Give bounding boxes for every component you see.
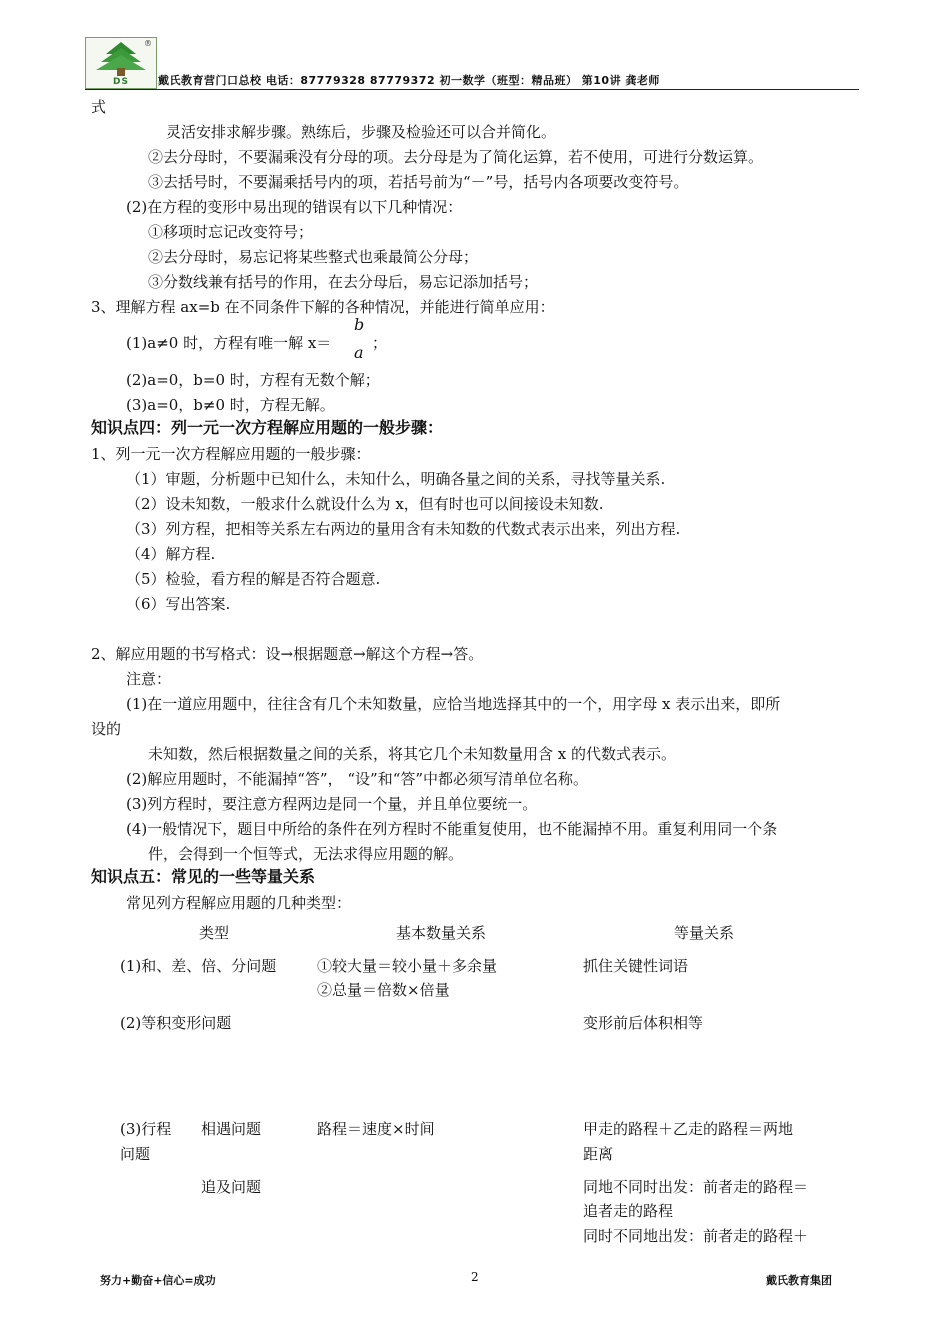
text-line: (3)列方程时，要注意方程两边是同一个量，并且单位要统一。 <box>126 795 538 813</box>
table-cell: 变形前后体积相等 <box>583 1014 704 1032</box>
text-line: （4）解方程. <box>126 545 216 563</box>
text-line: ②去分母时，易忘记将某些整式也乘最简公分母； <box>148 248 479 266</box>
text-line: 1、列一元一次方程解应用题的一般步骤： <box>91 445 371 463</box>
text-line: ①移项时忘记改变符号； <box>148 223 314 241</box>
table-header: 类型 <box>199 924 230 942</box>
table-cell: 追及问题 <box>201 1178 262 1196</box>
table-cell: 甲走的路程＋乙走的路程＝两地 <box>583 1120 794 1138</box>
text-line: （3）列方程，把相等关系左右两边的量用含有未知数的代数式表示出来，列出方程. <box>126 520 681 538</box>
text-line: 3、理解方程 ax=b 在不同条件下解的各种情况，并能进行简单应用： <box>91 298 555 316</box>
logo-text: DS <box>113 77 129 87</box>
table-cell: (1)和、差、倍、分问题 <box>120 957 277 975</box>
table-cell: (3)行程 <box>120 1120 172 1138</box>
registered-mark: ® <box>144 39 152 48</box>
text-line: ②去分母时，不要漏乘没有分母的项。去分母是为了简化运算，若不使用，可进行分数运算。 <box>148 148 764 166</box>
page-number: 2 <box>471 1270 479 1284</box>
footer-company: 戴氏教育集团 <box>766 1274 832 1287</box>
table-cell: 问题 <box>120 1145 151 1163</box>
footer-motto: 努力+勤奋+信心=成功 <box>100 1274 216 1287</box>
text-line: 注意： <box>126 670 172 688</box>
school-logo <box>85 37 157 89</box>
section-heading: 知识点五：常见的一些等量关系 <box>91 867 316 886</box>
page-header: 戴氏教育营门口总校 电话：87779328 87779372 初一数学（班型：精品班） 第10讲 龚老师 <box>158 74 660 87</box>
text-line: 未知数，然后根据数量之间的关系，将其它几个未知数量用含 x 的代数式表示。 <box>148 745 676 763</box>
fraction-denominator: a <box>354 343 364 362</box>
text-line: 设的 <box>91 720 122 738</box>
table-cell: ①较大量＝较小量＋多余量 <box>317 957 498 975</box>
text-line: (1)在一道应用题中，往往含有几个未知数量，应恰当地选择其中的一个，用字母 x 表示出来，即所 <box>126 695 781 713</box>
table-cell: 同时不同地出发：前者走的路程＋ <box>583 1227 809 1245</box>
text-line: (2)a=0，b=0 时，方程有无数个解； <box>126 371 380 389</box>
text-line: （5）检验，看方程的解是否符合题意. <box>126 570 381 588</box>
text-line: (1)a≠0 时，方程有唯一解 x＝ <box>126 334 332 352</box>
table-cell: ②总量＝倍数×倍量 <box>317 981 450 999</box>
table-header: 等量关系 <box>674 924 735 942</box>
text-line: 常见列方程解应用题的几种类型： <box>126 894 352 912</box>
text-line: 式 <box>91 98 107 116</box>
text-line: 件，会得到一个恒等式，无法求得应用题的解。 <box>148 845 464 863</box>
table-cell: 抓住关键性词语 <box>583 957 689 975</box>
table-cell: 路程＝速度×时间 <box>317 1120 435 1138</box>
text-line: (2)在方程的变形中易出现的错误有以下几种情况： <box>126 198 463 216</box>
table-cell: 同地不同时出发：前者走的路程＝ <box>583 1178 809 1196</box>
text-line: ③去括号时，不要漏乘括号内的项，若括号前为“－”号，括号内各项要改变符号。 <box>148 173 689 191</box>
text-line: ③分数线兼有括号的作用，在去分母后，易忘记添加括号； <box>148 273 539 291</box>
text-line: (3)a=0，b≠0 时，方程无解。 <box>126 396 335 414</box>
text-line: (4)一般情况下，题目中所给的条件在列方程时不能重复使用，也不能漏掉不用。重复利用同一个条 <box>126 820 778 838</box>
text-line: (2)解应用题时，不能漏掉“答”， “设”和“答”中都必须写清单位名称。 <box>126 770 589 788</box>
text-line: （6）写出答案. <box>126 595 231 613</box>
section-heading: 知识点四：列一元一次方程解应用题的一般步骤： <box>91 418 444 437</box>
text-line: （1）审题，分析题中已知什么，未知什么，明确各量之间的关系，寻找等量关系. <box>126 470 666 488</box>
table-cell: (2)等积变形问题 <box>120 1014 232 1032</box>
header-divider <box>85 89 859 90</box>
table-cell: 追者走的路程 <box>583 1202 674 1220</box>
text-line: 2、解应用题的书写格式：设→根据题意→解这个方程→答。 <box>91 645 484 663</box>
table-cell: 相遇问题 <box>201 1120 262 1138</box>
text-line: （2）设未知数，一般求什么就设什么为 x，但有时也可以间接设未知数. <box>126 495 604 513</box>
fraction-numerator: b <box>354 315 365 334</box>
table-header: 基本数量关系 <box>396 924 487 942</box>
text-line: 灵活安排求解步骤。熟练后，步骤及检验还可以合并简化。 <box>166 123 557 141</box>
text-line: ； <box>372 334 388 352</box>
table-cell: 距离 <box>583 1145 614 1163</box>
